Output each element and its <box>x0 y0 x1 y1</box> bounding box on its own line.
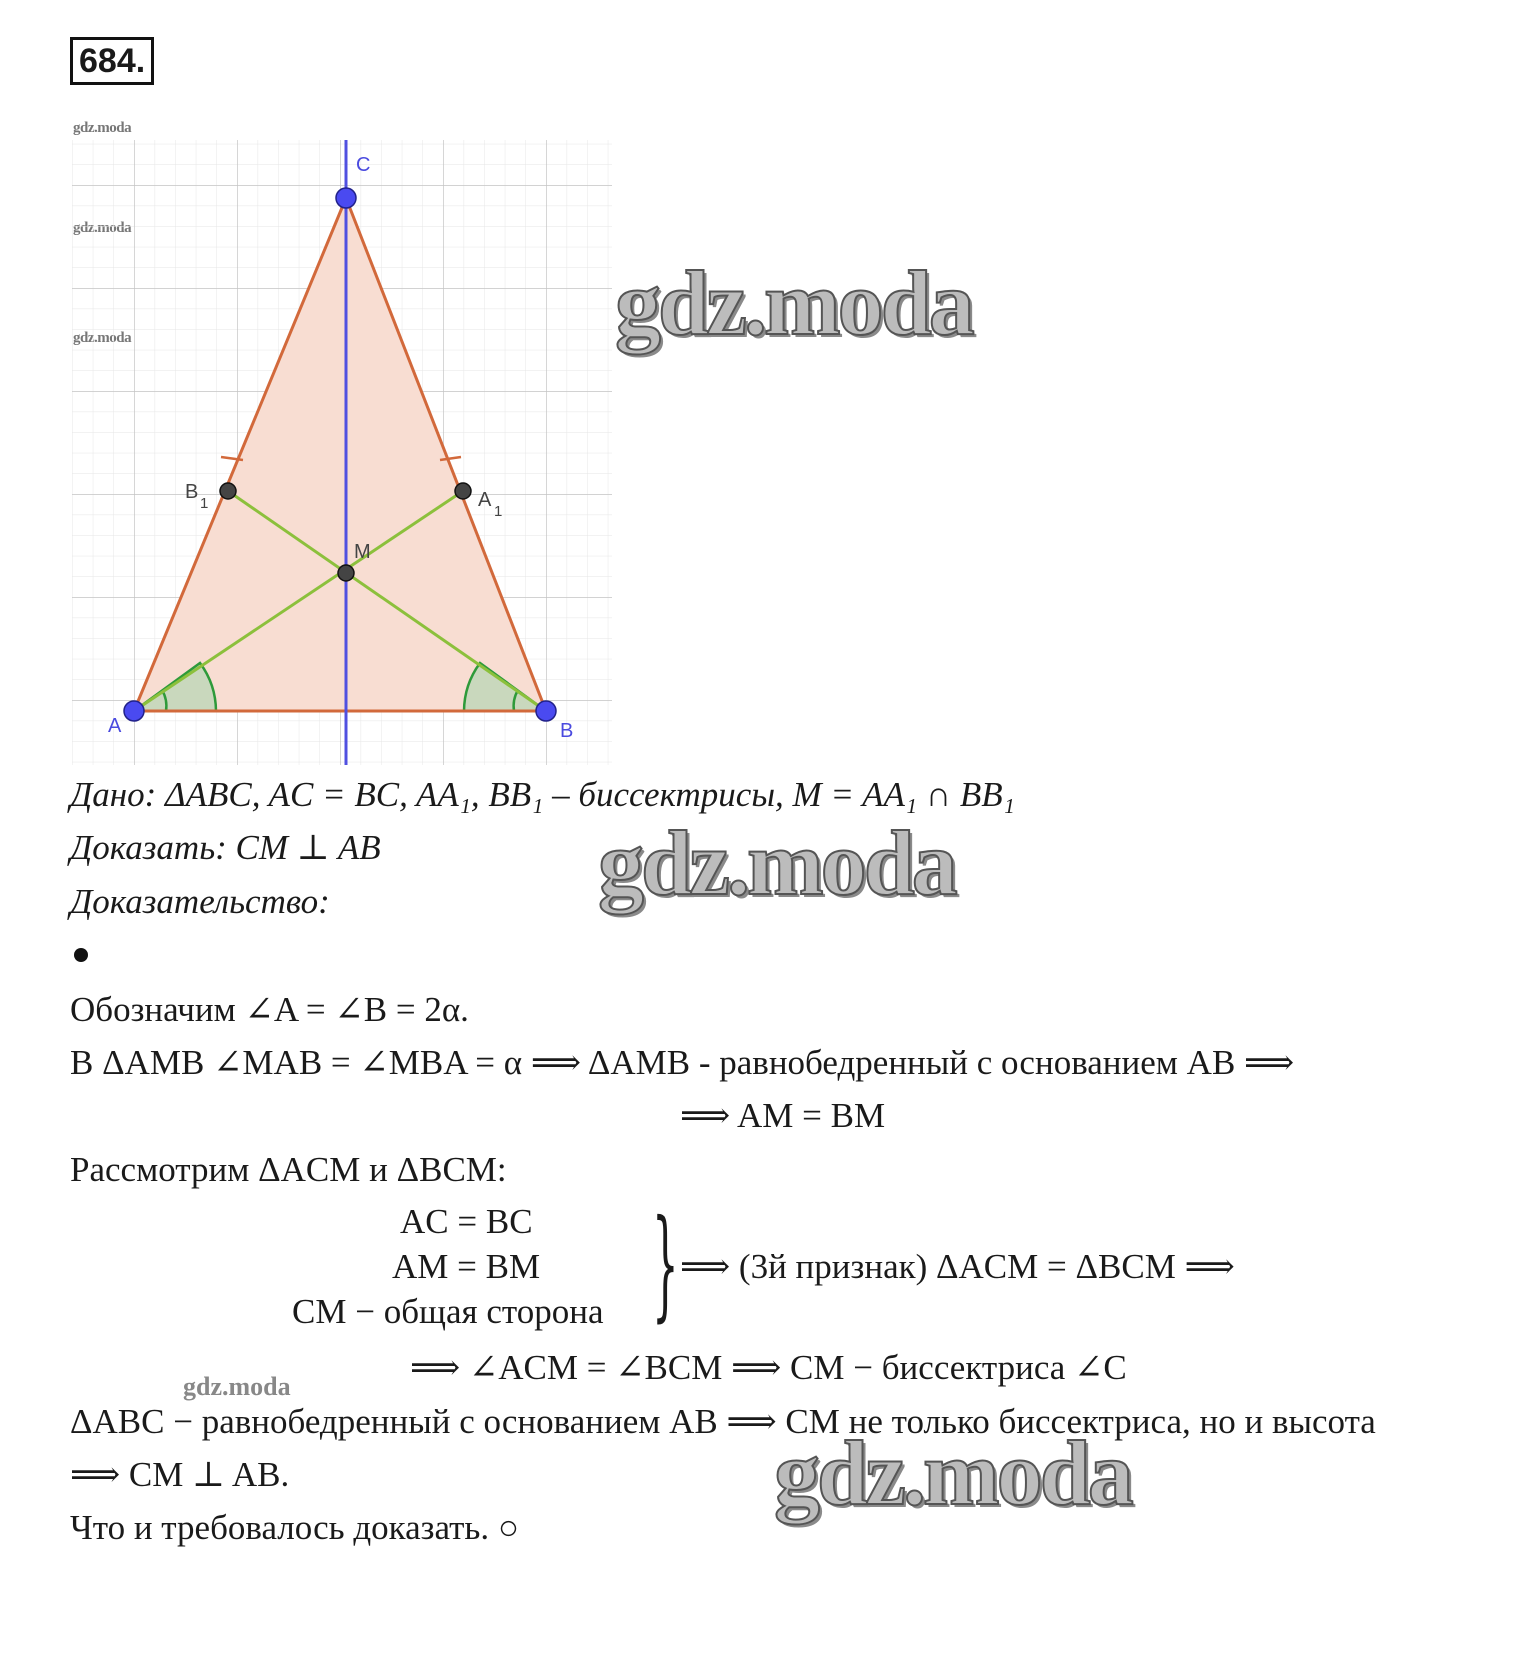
proof-line-2: В ΔAMB ∠MAB = ∠MBA = α ⟹ ΔAMB - равнобедренный с основанием AB ⟹ <box>70 1043 1295 1082</box>
proof-line-6: ΔABC − равнобедренный с основанием AB ⟹ CM не только биссектриса, но и высота <box>70 1402 1376 1441</box>
point-a <box>124 701 144 721</box>
watermark-small: gdz.moda <box>183 1372 291 1401</box>
problem-number: 684. <box>70 37 154 85</box>
proof-line-3: ⟹ AM = BM <box>680 1096 886 1135</box>
proof-line-5: ⟹ ∠ACM = ∠BCM ⟹ CM − биссектриса ∠C <box>410 1348 1127 1387</box>
system-line-3: CM − общая сторона <box>292 1292 604 1331</box>
given-label: Дано <box>70 775 145 814</box>
point-b <box>536 701 556 721</box>
system-result: ⟹ (3й признак) ΔACM = ΔBCM ⟹ <box>680 1247 1235 1286</box>
proof-line-4: Рассмотрим ΔACM и ΔBCM: <box>70 1150 507 1189</box>
watermark-big: gdz.moda <box>774 1422 1131 1524</box>
label-b1-sub: 1 <box>200 495 209 512</box>
label-b1: B <box>185 481 199 503</box>
watermark-small: gdz.moda <box>73 120 132 136</box>
prove-text: : CM ⊥ AB <box>215 828 381 867</box>
bullet <box>74 948 88 962</box>
prove-line <box>70 828 381 868</box>
watermark-big: gdz.moda <box>615 252 972 354</box>
given-line <box>70 775 1015 815</box>
label-b: B <box>560 720 574 742</box>
label-a: A <box>108 715 122 737</box>
proof-line-8: Что и требовалось доказать. ○ <box>70 1508 520 1547</box>
system-line-1: AC = BC <box>400 1202 533 1241</box>
point-a1 <box>455 483 471 499</box>
label-a1-sub: 1 <box>494 503 503 520</box>
given-text: : ΔABC, AC = BC, AA₁, BB₁ – биссектрисы, M = AA₁ ∩ BB₁ <box>144 775 1015 814</box>
watermark-big: gdz.moda <box>598 812 955 914</box>
prove-label: Доказать <box>70 828 216 867</box>
label-c: C <box>356 154 371 176</box>
triangle-figure <box>72 140 612 765</box>
system-brace: } <box>652 1195 679 1334</box>
proof-line-1: Обозначим ∠A = ∠B = 2α. <box>70 990 469 1029</box>
proof-label: Доказательство: <box>70 882 330 921</box>
point-c <box>336 188 356 208</box>
proof-line-7: ⟹ CM ⊥ AB. <box>70 1455 290 1494</box>
point-b1 <box>220 483 236 499</box>
system-line-2: AM = BM <box>392 1247 541 1286</box>
label-m: M <box>354 541 371 563</box>
label-a1: A <box>478 489 492 511</box>
point-m <box>338 565 354 581</box>
